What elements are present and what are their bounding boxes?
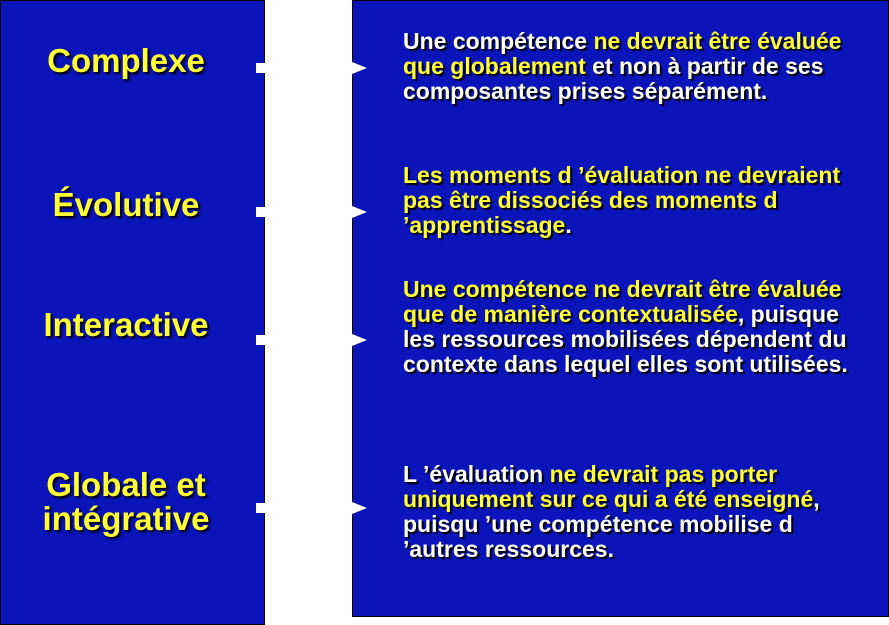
description-globale-integrative <box>403 462 873 562</box>
label-line: Complexe <box>47 42 205 79</box>
highlighted-text: ne devrait être évaluée que globalement <box>403 28 842 79</box>
connector-stub <box>256 335 265 345</box>
arrow-right-icon <box>352 62 367 74</box>
description-complexe <box>403 29 873 104</box>
label-complexe <box>1 44 251 78</box>
left-panel <box>0 0 265 625</box>
description-text: , puisque les ressources mobilisées dépendent du contexte dans lequel elles sont utilisées. <box>403 301 848 377</box>
description-text: Une compétence <box>403 28 594 54</box>
arrow-right-icon <box>352 206 367 218</box>
arrow-right-icon <box>352 334 367 346</box>
description-text: L ’évaluation <box>403 461 550 487</box>
label-line: intégrative <box>42 500 210 537</box>
label-evolutive <box>1 188 251 222</box>
label-globale-integrative <box>1 468 251 536</box>
connector-stub <box>256 63 265 73</box>
right-panel <box>352 0 889 617</box>
description-text: , puisqu ’une compétence mobilise d ’autres ressources. <box>403 486 820 562</box>
description-interactive <box>403 277 873 377</box>
label-line: Globale et <box>46 466 206 503</box>
arrow-right-icon <box>352 502 367 514</box>
label-interactive <box>1 308 251 342</box>
highlighted-text: Les moments d ’évaluation ne devraient pas être dissociés des moments d ’apprentissage <box>403 162 841 238</box>
description-text: et non à partir de ses composantes prises séparément. <box>403 53 824 104</box>
highlighted-text: ne devrait pas porter uniquement sur ce qui a été enseigné <box>403 461 814 512</box>
label-line: Interactive <box>43 306 209 343</box>
label-line: Évolutive <box>52 186 200 223</box>
connector-stub <box>256 207 265 217</box>
connector-stub <box>256 503 265 513</box>
description-evolutive <box>403 163 873 238</box>
highlighted-text: Une compétence ne devrait être évaluée que de manière contextualisée <box>403 276 842 327</box>
description-text: . <box>565 212 572 238</box>
